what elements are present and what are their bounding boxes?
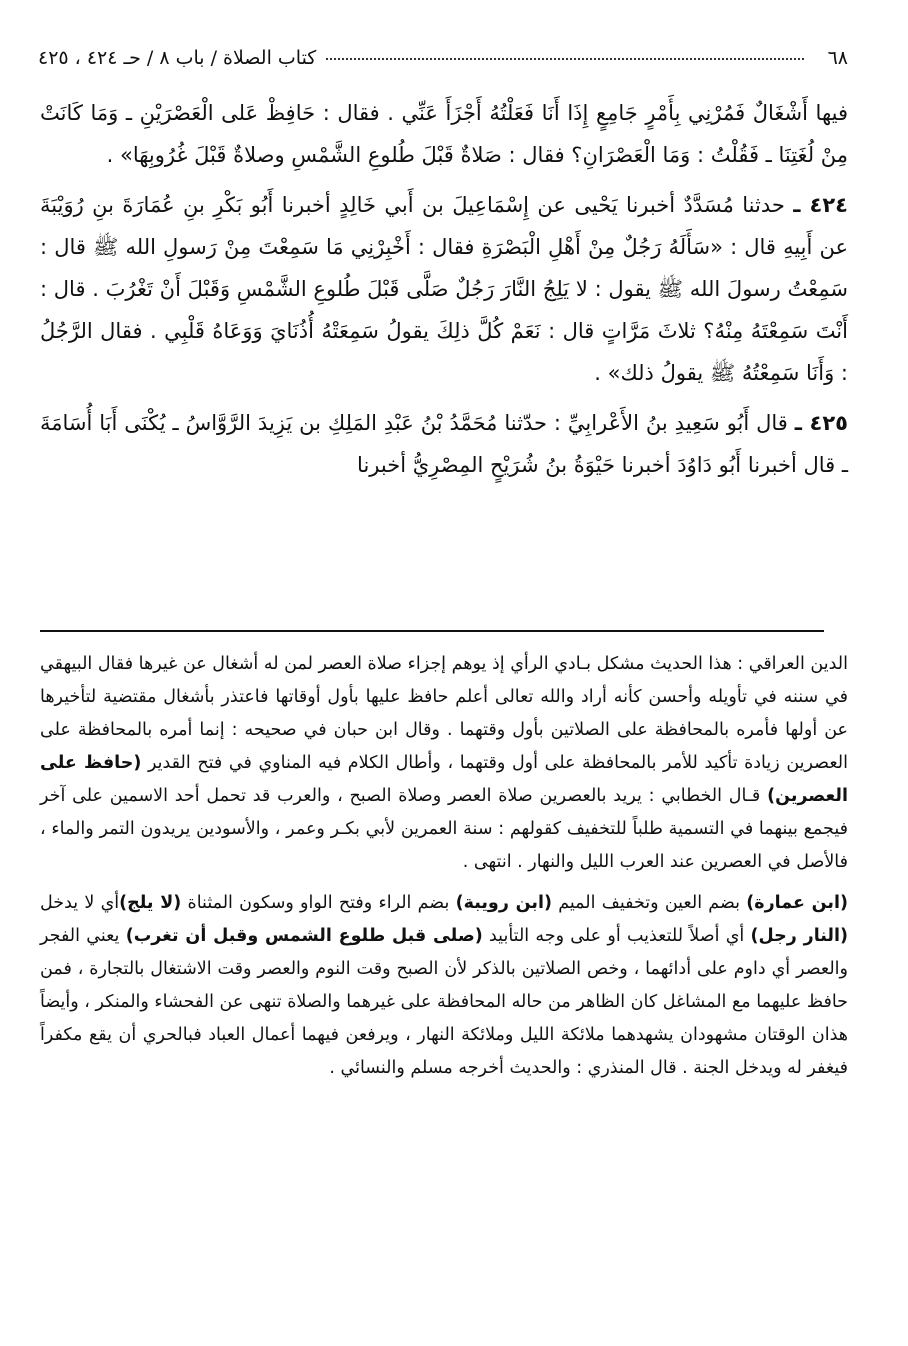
bold-term: (لا يلج) <box>119 893 182 913</box>
bold-term: (النار رجل) <box>750 926 848 946</box>
page-number: ٦٨ <box>827 47 848 69</box>
running-title: كتاب الصلاة / باب ٨ / حـ ٤٢٤ ، ٤٢٥ <box>38 47 317 69</box>
hadith-text: قال أَبُو سَعِيدِ بنُ الأَعْرابِيِّ : حدّثنا مُحَمَّدُ بْنُ عَبْدِ المَلِكِ بن يَزِيدَ الرَّوَّاسُ ـ يُكْنَى أَبَا أُسَامَةَ ـ قال أخبرنا أَبُو دَاوُدَ أخبرنا حَيْوَةُ بنُ شُرَيْحٍ المِصْرِيُّ أخبرنا <box>40 411 848 477</box>
hadith-number: ٤٢٤ ـ <box>793 193 848 217</box>
hadith-continuation: فيها أَشْغَالٌ فَمُرْنِي بِأَمْرٍ جَامِعٍ إِذَا أَنَا فَعَلْتُهُ أَجْزَأَ عَنِّي . فقال : حَافِظْ عَلى الْعَصْرَيْنِ ـ وَمَا كَانَتْ مِنْ لُغَتِنَا ـ فَقُلْتُ : وَمَا الْعَصْرَانِ؟ فقال : صَلاةٌ قَبْلَ طُلوعِ الشَّمْسِ وصلاةٌ قَبْلَ غُرُوبِهَا» . <box>40 101 848 167</box>
footnotes <box>40 648 848 1085</box>
page-header <box>38 40 848 76</box>
footnote-commentary-1: الدين العراقي : هذا الحديث مشكل بـادي الرأي إذ يوهم إجزاء صلاة العصر لمن له أشغال عن غيرها فقال البيهقي في سننه في تأويله وأحسن كأنه أراد والله تعالى أعلم حافظ عليها بأول أوقاتها فاعتذر بأشغال مقتضية لتأخيرها عن أولها فأمره بالمحافظة على الصلاتين بأول وقتهما . وقال ابن حبان في صحيحه : إنما أمره بالمحافظة على العصرين زيادة تأكيد للأمر بالمحافظة على أول وقتهما ، وأطال الكلام فيه المناوي في فتح القدير (حافظ على العصرين) قـال الخطابي : يريد بالعصرين صلاة العصر وصلاة الصبح ، والعرب قد تحمل أحد الاسمين على آخر فيجمع بينهما في التسمية طلباً للتخفيف كقولهم : سنة العمرين لأبي بكـر وعمر ، والأسودين يريدون التمر والماء ، فالأصل في العصرين عند العرب الليل والنهار . انتهى . <box>40 654 848 872</box>
main-text <box>40 92 848 486</box>
bold-term: (حافظ على العصرين) <box>40 753 848 806</box>
hadith-424 <box>40 184 848 394</box>
footnote-divider <box>40 630 824 632</box>
hadith-425 <box>40 402 848 486</box>
bold-term: (ابن رويبة) <box>455 893 552 913</box>
bold-term: (ابن عمارة) <box>746 893 848 913</box>
footnote-commentary-2: (ابن عمارة) بضم العين وتخفيف الميم (ابن رويبة) بضم الراء وفتح الواو وسكون المثناة (لا يلج)أي لا يدخل (النار رجل) أي أصلاً للتعذيب أو على وجه التأبيد (صلى قبل طلوع الشمس وقبل أن تغرب) يعني الفجر والعصر أي داوم على أدائهما ، وخص الصلاتين بالذكر لأن الصبح وقت النوم والعصر وقت الاشتغال بالتجارة ، فمن حافظ عليهما مع المشاغل كان الظاهر من حاله المحافظة على غيرهما والصلاة تنهى عن الفحشاء والمنكر ، وأيضاً هذان الوقتان مشهودان يشهدهما ملائكة الليل وملائكة النهار ، ويرفعن فيهما أعمال العباد فبالحري أن يقع مكفراً فيغفر له ويدخل الجنة . قال المنذري : والحديث أخرجه مسلم والنسائي . <box>40 893 848 1078</box>
hadith-text: حدثنا مُسَدَّدٌ أخبرنا يَحْيى عن إِسْمَاعِيلَ بن أَبي خَالِدٍ أخبرنا أَبُو بَكْرِ بنِ عُمَارَةَ بنِ رُوَيْبَةَ عن أَبِيهِ قال : «سَأَلَهُ رَجُلٌ مِنْ أَهْلِ الْبَصْرَةِ فقال : أَخْبِرْنِي مَا سَمِعْتَ مِنْ رَسولِ الله ﷺ قال : سَمِعْتُ رسولَ الله ﷺ يقول : لا يَلِجُ النَّارَ رَجُلٌ صَلَّى قَبْلَ طُلوعِ الشَّمْسِ وَقَبْلَ أَنْ تَغْرُبَ . قال : أَنْتَ سَمِعْتَهُ مِنْهُ؟ ثلاثَ مَرَّاتٍ قال : نَعَمْ كُلَّ ذلِكَ يقولُ سَمِعَتْهُ أُذُنَايَ وَوَعَاهُ قَلْبِي . فقال الرَّجُلُ : وَأَنَا سَمِعْتُهُ ﷺ يقولُ ذلك» . <box>40 193 848 385</box>
hadith-number: ٤٢٥ ـ <box>794 411 848 435</box>
bold-term: (صلى قبل طلوع الشمس وقبل أن تغرب) <box>125 926 483 946</box>
header-dotted-leader <box>326 57 803 60</box>
